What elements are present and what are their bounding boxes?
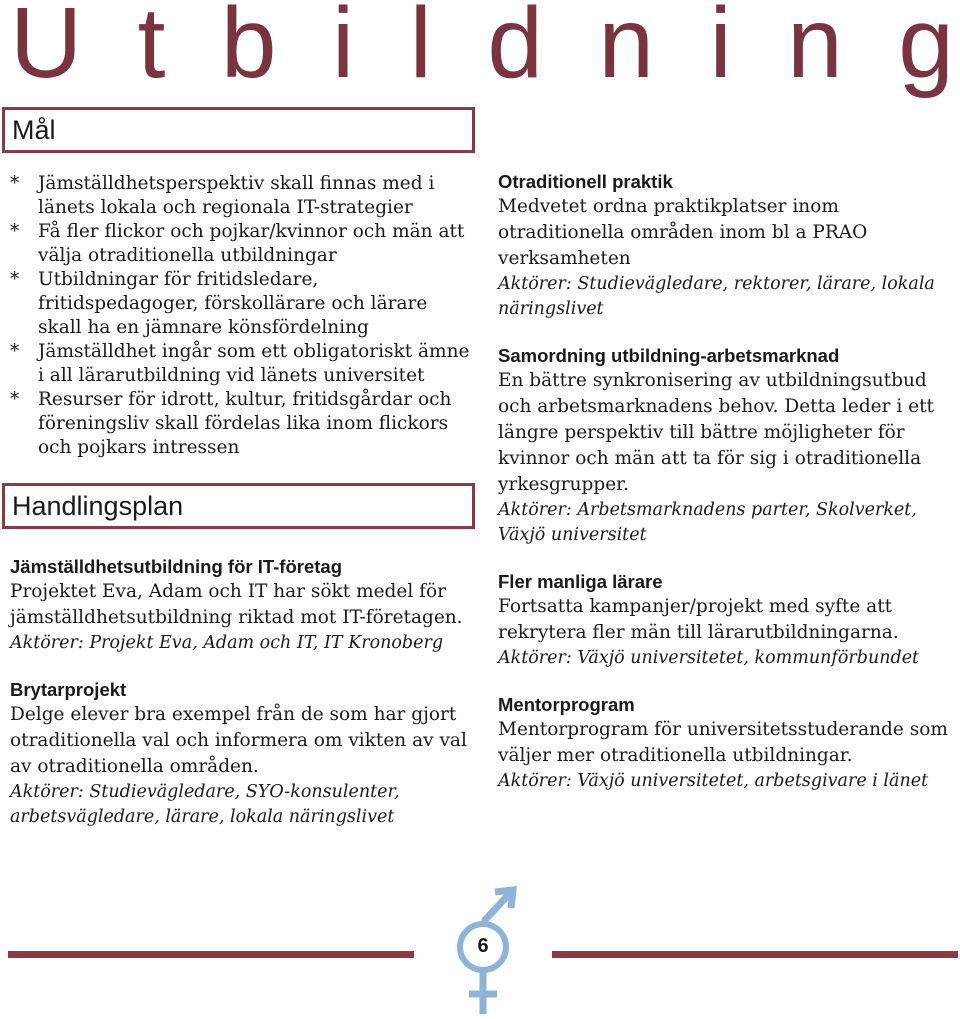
section-body: Mentorprogram för universitetsstuderande som väljer mer otraditionella utbildningar.: [498, 719, 948, 766]
section-actors: Aktörer: Arbetsmarknadens parter, Skolverket, Växjö universitet: [498, 500, 917, 545]
title-letter: n: [598, 0, 655, 99]
plan-section: [498, 693, 950, 794]
goals-column: [10, 172, 470, 460]
section-body: Projektet Eva, Adam och IT har sökt medel för jämställdhetsutbildning riktad mot IT-företagen.: [10, 581, 463, 628]
section-actors: Aktörer: Växjö universitetet, kommunförbundet: [498, 648, 920, 668]
action-plan-left: [10, 555, 472, 852]
plan-section: [10, 678, 472, 830]
section-actors: Aktörer: Växjö universitetet, arbetsgivare i länet: [498, 771, 929, 791]
list-item: * Resurser för idrott, kultur, fritidsgårdar och föreningsliv skall fördelas lika inom flickors och pojkars intressen: [10, 389, 452, 458]
section-body: Fortsatta kampanjer/projekt med syfte att rekrytera fler män till lärarutbildningarna.: [498, 596, 899, 643]
section-title: Brytarprojekt: [10, 679, 127, 700]
section-title: Mentorprogram: [498, 694, 635, 715]
plan-section: [10, 555, 472, 656]
title-letter: d: [487, 0, 543, 99]
section-actors: Aktörer: Studievägledare, SYO-konsulenter, arbetsvägledare, lärare, lokala näringslivet: [10, 782, 400, 827]
title-letter: i: [332, 0, 355, 99]
section-body: Medvetet ordna praktikplatser inom otraditionella områden inom bl a PRAO verksamheten: [498, 196, 868, 269]
section-title: Otraditionell praktik: [498, 171, 673, 192]
list-item: * Jämställdhetsperspektiv skall finnas med i länets lokala och regionala IT-strategier: [10, 173, 435, 218]
plan-section: [498, 570, 950, 671]
plan-section: [498, 170, 950, 322]
page-title: [0, 0, 960, 98]
section-actors: Aktörer: Studievägledare, rektorer, lärare, lokala näringslivet: [498, 274, 935, 319]
section-body: Delge elever bra exempel från de som har gjort otraditionella val och informera om vikten av val av otraditionella områden.: [10, 704, 467, 777]
section-title: Fler manliga lärare: [498, 571, 663, 592]
title-letter: l: [409, 0, 432, 99]
footer-rule-left: [8, 951, 414, 958]
plan-section: [498, 344, 950, 548]
mal-heading-box: [2, 107, 475, 153]
handlingsplan-heading-box: [2, 483, 475, 529]
section-title: Jämställdhetsutbildning för IT-företag: [10, 556, 342, 577]
list-item: * Utbildningar för fritidsledare, fritidspedagoger, förskollärare och lärare skall ha en jämnare könsfördelning: [10, 269, 428, 338]
section-body: En bättre synkronisering av utbildningsutbud och arbetsmarknadens behov. Detta leder i ett längre perspektiv till bättre möjligheter för kvinnor och män att ta för sig i otraditionella yrkesgrupper.: [498, 370, 934, 495]
title-letter: b: [220, 0, 277, 99]
page-number: 6: [477, 935, 489, 957]
goals-list: [10, 172, 470, 460]
footer-rule-right: [552, 951, 958, 958]
title-letter: g: [898, 0, 954, 99]
title-letter: i: [709, 0, 732, 99]
handlingsplan-heading: Handlingsplan: [12, 490, 184, 521]
title-letter: t: [137, 0, 166, 99]
section-title: Samordning utbildning-arbetsmarknad: [498, 345, 840, 366]
list-item: * Jämställdhet ingår som ett obligatoriskt ämne i all lärarutbildning vid länets universitet: [10, 341, 470, 386]
mal-heading: Mål: [12, 114, 56, 145]
section-actors: Aktörer: Projekt Eva, Adam och IT, IT Kronoberg: [10, 633, 444, 653]
action-plan-right: [498, 170, 950, 816]
list-item: * Få fler flickor och pojkar/kvinnor och män att välja otraditionella utbildningar: [10, 221, 465, 266]
title-letter: n: [787, 0, 843, 99]
title-letter: U: [10, 0, 83, 99]
